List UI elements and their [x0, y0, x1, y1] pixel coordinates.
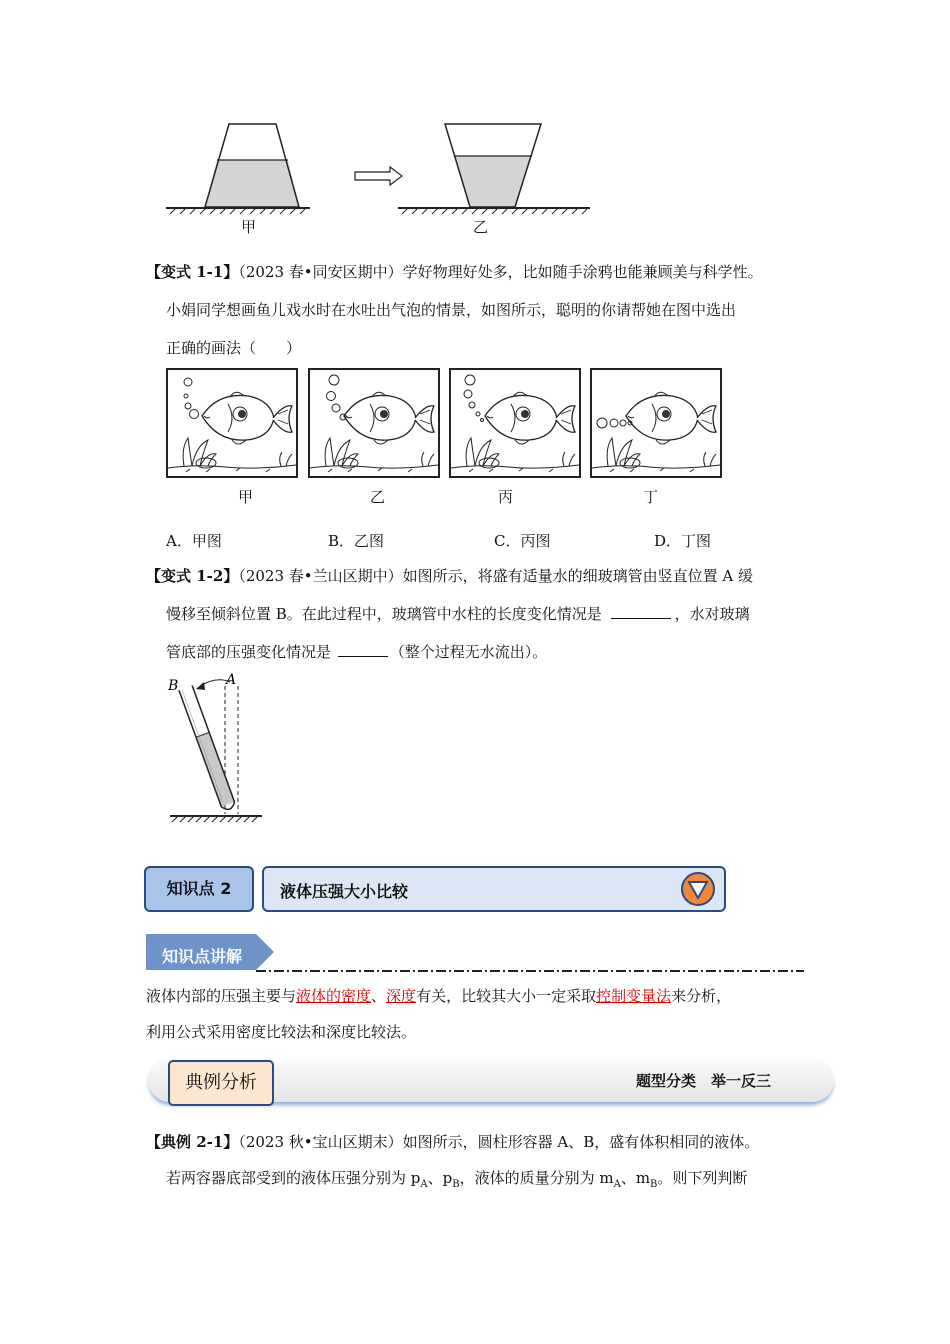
example-2-1-sep1: 、p: [427, 1169, 453, 1187]
knowledge-text-2: 有关，比较其大小一定采取: [416, 987, 597, 1005]
variant-1-2-text3a: 管底部的压强变化情况是: [166, 643, 332, 661]
answer-blank-1[interactable]: [611, 604, 671, 619]
panel-label-ding: 丁: [643, 488, 659, 506]
option-a[interactable]: A．甲图: [166, 532, 222, 550]
variant-1-1-line2: 小娟同学想画鱼儿戏水时在水吐出气泡的情景，如图所示，聪明的你请帮她在图中选出: [166, 301, 737, 319]
example-2-1-tag: 【典例 2-1】: [146, 1133, 239, 1151]
example-2-1-text1: 如图所示，圆柱形容器 A、B，盛有体积相同的液体。: [402, 1133, 760, 1151]
knowledge-title: 液体压强大小比较: [280, 882, 409, 901]
example-2-1-sep2: 、m: [620, 1169, 651, 1187]
panel-label-yi: 乙: [370, 488, 386, 506]
variant-1-2-line1: [146, 566, 753, 586]
knowledge-title-bar: [262, 866, 726, 912]
example-2-1-text2c: 。则下列判断: [657, 1169, 748, 1187]
figure-label-jia: 甲: [241, 218, 257, 236]
sub-c: A: [613, 1179, 621, 1190]
fish-panels: [166, 368, 732, 480]
variant-1-2-line3: [166, 642, 547, 662]
variant-1-1-text1: 学好物理好处多，比如随手涂鸦也能兼顾美与科学性。: [402, 263, 763, 281]
sub-d: B: [650, 1179, 658, 1190]
tube-label-b: B: [168, 678, 179, 694]
variant-1-2-text2a: 慢移至倾斜位置 B。在此过程中，玻璃管中水柱的长度变化情况是: [166, 605, 602, 623]
variant-1-2-line2: [166, 604, 750, 624]
knowledge-badge-text: 知识点 2: [166, 879, 232, 898]
variant-1-1-line3: 正确的画法（ ）: [166, 339, 302, 357]
tube-label-a: A: [226, 672, 237, 688]
knowledge-text-line2: 利用公式采用密度比较法和深度比较法。: [146, 1023, 417, 1041]
explain-tab: 知识点讲解: [162, 947, 243, 966]
variant-1-2-text2b: ，水对玻璃: [674, 605, 750, 623]
example-2-1-line2: [166, 1168, 747, 1195]
example-banner-right: 题型分类 举一反三: [636, 1072, 772, 1090]
option-d[interactable]: D．丁图: [654, 532, 712, 550]
term-depth: 深度: [386, 987, 417, 1005]
variant-1-1-tag: 【变式 1-1】: [146, 263, 239, 281]
variant-1-2-text3b: （整个过程无水流出）。: [389, 643, 548, 661]
example-tab: [168, 1060, 274, 1106]
option-c[interactable]: C．丙图: [494, 532, 551, 550]
example-tab-text: 典例分析: [185, 1072, 257, 1093]
sub-b: B: [452, 1179, 460, 1190]
variant-1-1-line1: [146, 262, 763, 282]
knowledge-text-3: 来分析，: [671, 987, 732, 1005]
example-2-1-text2b: ，液体的质量分别为 m: [459, 1169, 614, 1187]
figure-label-yi: 乙: [473, 218, 489, 236]
variant-1-2-text1: 如图所示，将盛有适量水的细玻璃管由竖直位置 A 缓: [402, 567, 753, 585]
knowledge-badge: [144, 866, 254, 912]
container-figure: [160, 118, 600, 218]
variant-1-2-source: （2023 春•兰山区期中）: [238, 567, 403, 585]
term-density: 液体的密度: [296, 987, 372, 1005]
knowledge-text-line1: [146, 986, 731, 1006]
knowledge-text-1: 液体内部的压强主要与: [146, 987, 297, 1005]
example-2-1-source: （2023 秋•宝山区期末）: [238, 1133, 403, 1151]
panel-label-bing: 丙: [498, 488, 514, 506]
knowledge-sep: 、: [371, 987, 387, 1005]
glass-tube-figure: [162, 670, 272, 830]
panel-label-jia: 甲: [238, 488, 254, 506]
term-control-variable: 控制变量法: [596, 987, 672, 1005]
explain-tab-shape: [146, 934, 806, 976]
answer-blank-2[interactable]: [338, 642, 388, 657]
sub-a: A: [420, 1179, 428, 1190]
example-2-1-text2a: 若两容器底部受到的液体压强分别为 p: [166, 1169, 421, 1187]
collapse-triangle-icon[interactable]: [680, 871, 716, 907]
variant-1-1-source: （2023 春•同安区期中）: [238, 263, 403, 281]
variant-1-2-tag: 【变式 1-2】: [146, 567, 239, 585]
example-2-1-line1: [146, 1132, 759, 1152]
option-b[interactable]: B．乙图: [328, 532, 385, 550]
